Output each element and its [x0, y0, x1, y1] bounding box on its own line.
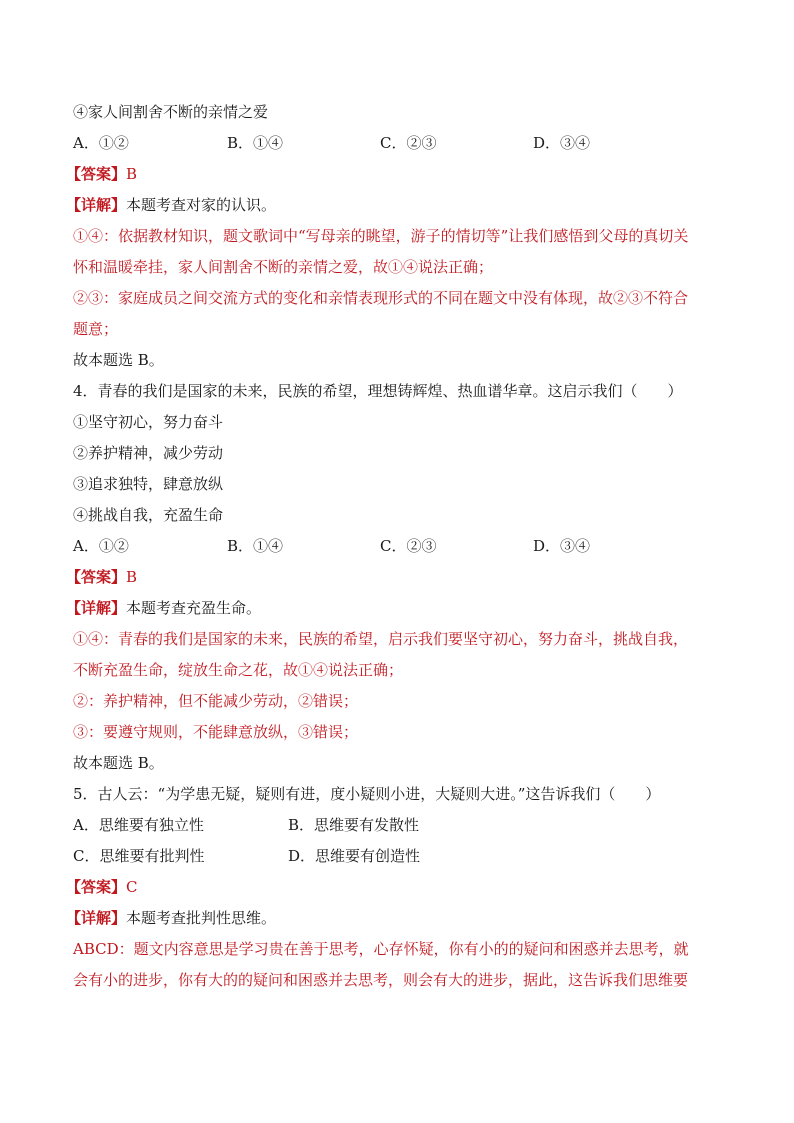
q4-detail — [66, 597, 734, 619]
answer-label: 【答案】 — [66, 165, 127, 183]
q4-option: ④挑战自我，充盈生命 — [73, 506, 224, 524]
q4-answer — [66, 566, 734, 588]
q4-option: ③追求独特，肆意放纵 — [73, 475, 224, 493]
q4-choice-a: A．①② — [73, 537, 129, 555]
q4-conclusion: 故本题选 B。 — [73, 754, 164, 772]
q4-analysis-line: ①④：青春的我们是国家的未来，民族的希望，启示我们要坚守初心，努力奋斗，挑战自我， — [73, 630, 689, 648]
q5-analysis-line: 会有小的进步，你有大的的疑问和困惑并去思考，则会有大的进步，据此，这告诉我们思维要 — [73, 971, 689, 989]
q3-choice-b: B．①④ — [227, 134, 284, 152]
q5-analysis-line: ABCD：题文内容意思是学习贵在善于思考，心存怀疑，你有小的的疑问和困惑并去思考，就 — [73, 940, 689, 958]
q4-analysis-line: 不断充盈生命，绽放生命之花，故①④说法正确； — [73, 661, 404, 679]
answer-value: B — [126, 568, 138, 586]
q3-conclusion: 故本题选 B。 — [73, 351, 164, 369]
answer-label: 【答案】 — [66, 568, 127, 586]
q3-choices — [73, 132, 733, 154]
answer-label: 【答案】 — [66, 878, 127, 896]
q5-choice-a: A．思维要有独立性 — [73, 816, 204, 834]
q5-choice-b: B．思维要有发散性 — [288, 816, 420, 834]
q5-choices-row-1 — [73, 814, 733, 836]
q3-choice-a: A．①② — [73, 134, 129, 152]
detail-label: 【详解】 — [66, 599, 127, 617]
q5-choice-c: C．思维要有批判性 — [73, 847, 205, 865]
detail-text: 本题考查批判性思维。 — [126, 909, 277, 927]
detail-label: 【详解】 — [66, 196, 127, 214]
q4-analysis-line: ②：养护精神，但不能减少劳动，②错误； — [73, 692, 359, 710]
detail-text: 本题考查对家的认识。 — [126, 196, 277, 214]
q3-answer — [66, 163, 734, 185]
answer-value: B — [126, 165, 138, 183]
detail-label: 【详解】 — [66, 909, 127, 927]
q4-choice-c: C．②③ — [380, 537, 437, 555]
q5-detail — [66, 907, 734, 929]
q3-choice-c: C．②③ — [380, 134, 437, 152]
q3-option-4: ④家人间割舍不断的亲情之爱 — [73, 103, 269, 121]
q5-choice-d: D．思维要有创造性 — [288, 847, 421, 865]
q4-choices — [73, 535, 733, 557]
answer-value: C — [126, 878, 138, 896]
q4-stem: 4．青春的我们是国家的未来，民族的希望，理想铸辉煌、热血谱华章。这启示我们（ ） — [73, 382, 683, 400]
q3-analysis-line: 题意； — [73, 320, 119, 338]
q5-answer — [66, 876, 734, 898]
q3-choice-d: D．③④ — [533, 134, 591, 152]
q3-analysis-line: ①④：依据教材知识，题文歌词中“写母亲的眺望，游子的情切等”让我们感悟到父母的真切关 — [73, 227, 689, 245]
q3-analysis-line: 怀和温暖牵挂，家人间割舍不断的亲情之爱，故①④说法正确； — [73, 258, 494, 276]
q4-analysis-line: ③：要遵守规则，不能肆意放纵，③错误； — [73, 723, 359, 741]
q4-choice-d: D．③④ — [533, 537, 591, 555]
q3-detail — [66, 194, 734, 216]
q5-choices-row-2 — [73, 845, 733, 867]
q4-choice-b: B．①④ — [227, 537, 284, 555]
q5-stem: 5．古人云：“为学患无疑，疑则有进，度小疑则小进，大疑则大进。”这告诉我们（ ） — [73, 785, 661, 803]
q3-analysis-line: ②③：家庭成员之间交流方式的变化和亲情表现形式的不同在题文中没有体现，故②③不符合 — [73, 289, 689, 307]
q4-option: ①坚守初心，努力奋斗 — [73, 413, 224, 431]
detail-text: 本题考查充盈生命。 — [126, 599, 262, 617]
q4-option: ②养护精神，减少劳动 — [73, 444, 224, 462]
